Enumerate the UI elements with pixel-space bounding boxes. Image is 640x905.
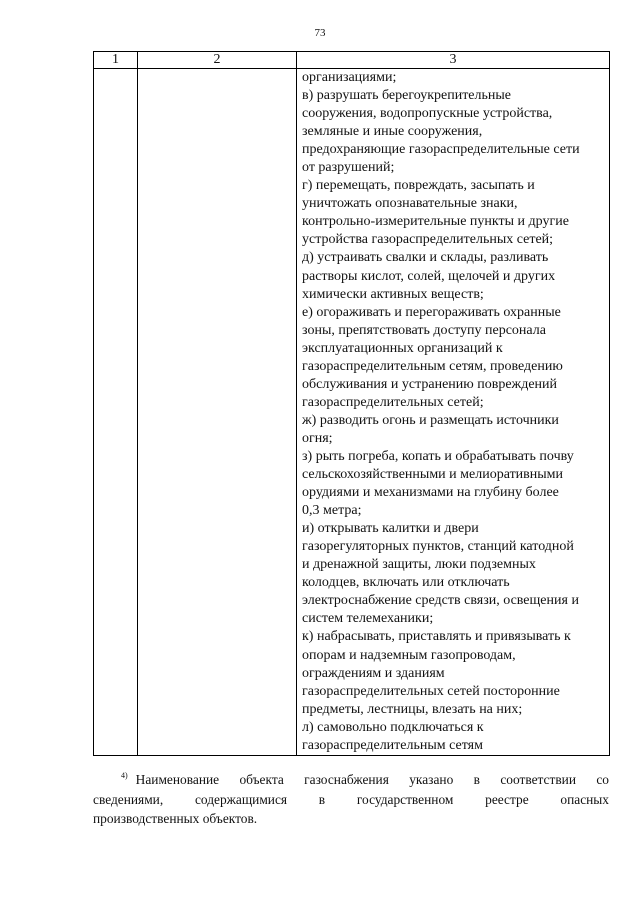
content-line: и дренажной защиты, люки подземных (302, 557, 536, 573)
content-line: от разрушений; (302, 160, 395, 176)
content-line: е) огораживать и перегораживать охранные (302, 304, 561, 320)
table-header-row (94, 52, 610, 69)
content-line: л) самовольно подключаться к (302, 719, 484, 735)
content-line: газораспределительным сетям, проведению (302, 358, 563, 374)
content-line: газораспределительным сетям (302, 737, 483, 753)
column-header-3: 3 (297, 52, 610, 69)
content-line: газораспределительных сетей посторонние (302, 683, 560, 699)
column-header-2: 2 (138, 52, 297, 69)
content-line: систем телемеханики; (302, 611, 434, 627)
content-line: организациями; (302, 70, 397, 85)
page-number: 73 (314, 27, 326, 39)
footnote (93, 766, 609, 829)
content-line: огня; (302, 430, 333, 446)
footnote-line (93, 766, 609, 790)
content-line: предметы, лестницы, влезать на них; (302, 701, 523, 717)
content-line: ограждениям и зданиям (302, 665, 445, 681)
table-cell-col2 (138, 69, 297, 756)
content-line: обслуживания и устранению повреждений (302, 376, 558, 392)
table-row (94, 69, 610, 756)
footnote-text: Наименование объекта газоснабжения указано в соответствии со (135, 772, 609, 787)
content-line: з) рыть погреба, копать и обрабатывать почву (302, 448, 574, 464)
content-line: колодцев, включать или отключать (302, 575, 510, 591)
content-line: электроснабжение средств связи, освещения и (302, 593, 579, 609)
footnote-line: производственных объектов. (93, 811, 258, 826)
content-line: и) открывать калитки и двери (302, 521, 479, 537)
table-cell-col3 (297, 69, 610, 756)
content-line: д) устраивать свалки и склады, разливать (302, 250, 549, 266)
content-line: химически активных веществ; (302, 286, 484, 302)
content-line: ж) разводить огонь и размещать источники (302, 412, 559, 428)
content-line: уничтожать опознавательные знаки, (302, 196, 518, 212)
content-line: эксплуатационных организаций к (302, 340, 503, 356)
content-line: 0,3 метра; (302, 503, 362, 519)
content-line: орудиями и механизмами на глубину более (302, 485, 559, 501)
content-line: растворы кислот, солей, щелочей и других (302, 268, 556, 284)
content-line: в) разрушать берегоукрепительные (302, 88, 512, 104)
content-line: сельскохозяйственными и мелиоративными (302, 467, 564, 483)
content-line: предохраняющие газораспределительные сети (302, 142, 580, 158)
content-line: устройства газораспределительных сетей; (302, 232, 554, 248)
content-line: сооружения, водопропускные устройства, (302, 106, 553, 122)
column-header-1: 1 (94, 52, 138, 69)
content-line: к) набрасывать, приставлять и привязывать к (302, 629, 571, 645)
content-line: земляные и иные сооружения, (302, 124, 483, 140)
content-line: контрольно-измерительные пункты и другие (302, 214, 569, 230)
content-line: зоны, препятствовать доступу персонала (302, 322, 546, 338)
requirements-table (93, 51, 610, 756)
content-line: газораспределительных сетей; (302, 394, 484, 410)
content-line: г) перемещать, повреждать, засыпать и (302, 178, 535, 194)
content-line: опорам и надземным газопроводам, (302, 647, 516, 663)
content-line: газорегуляторных пунктов, станций катодной (302, 539, 574, 555)
footnote-line: сведениями, содержащимися в государственном реестре опасных (93, 791, 609, 807)
table-cell-col1 (94, 69, 138, 756)
footnote-marker: 4) (121, 771, 128, 780)
